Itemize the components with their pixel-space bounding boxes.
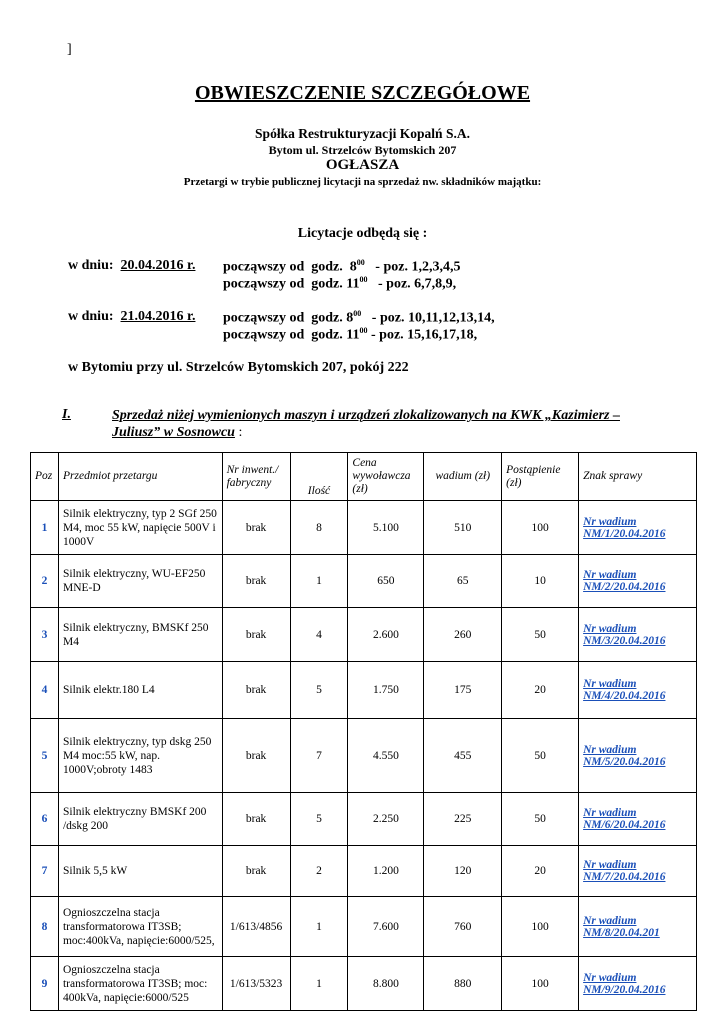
row-qty: 8: [290, 501, 348, 555]
deposit-ref-code[interactable]: NM/4/20.04.2016: [583, 690, 666, 702]
deposit-ref-code[interactable]: NM/6/20.04.2016: [583, 819, 666, 831]
deposit-ref-label[interactable]: Nr wadium: [583, 971, 637, 984]
deposit-ref-label[interactable]: Nr wadium: [583, 622, 637, 635]
row-item: Silnik 5,5 kW: [58, 846, 222, 897]
row-pos: 9: [31, 957, 59, 1011]
row-ref[interactable]: [579, 957, 697, 1011]
row-step: 50: [502, 719, 579, 793]
row-item: Silnik elektryczny, BMSKf 250 M4: [58, 608, 222, 662]
header-ref: Znak sprawy: [579, 453, 697, 501]
row-inv: 1/613/5323: [222, 957, 290, 1011]
section-text: Sprzedaż niżej wymienionych maszyn i urządzeń zlokalizowanych na KWK „Kazimierz – Juliusz” w Sosnowcu: [112, 408, 620, 440]
row-pos: 6: [31, 793, 59, 846]
row-pos: 7: [31, 846, 59, 897]
row-qty: 1: [290, 555, 348, 608]
row-item: Silnik elektryczny, WU-EF250 MNE-D: [58, 555, 222, 608]
row-ref[interactable]: [579, 719, 697, 793]
items-table: [30, 452, 697, 1011]
row-qty: 7: [290, 719, 348, 793]
row-item: Silnik elektryczny, typ dskg 250 M4 moc:55 kW, nap. 1000V;obroty 1483: [58, 719, 222, 793]
header-step: Postąpienie (zł): [502, 453, 579, 501]
header-deposit: wadium (zł): [424, 453, 502, 501]
deposit-ref-code[interactable]: NM/2/20.04.2016: [583, 581, 666, 593]
row-step: 50: [502, 608, 579, 662]
row-ref[interactable]: [579, 793, 697, 846]
row-ref[interactable]: [579, 608, 697, 662]
deposit-ref-label[interactable]: Nr wadium: [583, 678, 637, 690]
row-ref[interactable]: [579, 662, 697, 719]
subtitle: Przetargi w trybie publicznej licytacji na sprzedaż nw. składników majątku:: [183, 176, 542, 188]
announces-heading: OGŁASZA: [325, 157, 400, 173]
table-row: [31, 897, 697, 957]
row-inv: brak: [222, 719, 290, 793]
row-item: Silnik elektryczny BMSKf 200 /dskg 200: [58, 793, 222, 846]
row-price: 4.550: [348, 719, 424, 793]
header-qty: Ilość: [290, 453, 348, 501]
row-pos: 8: [31, 897, 59, 957]
day1-time2: począwszy od godz. $11^{00}$ - poz. 6,7,8,9,: [223, 275, 457, 292]
row-deposit: 455: [424, 719, 502, 793]
row-qty: 5: [290, 662, 348, 719]
section-suffix: :: [234, 425, 243, 440]
row-item: Silnik elektr.180 L4: [58, 662, 222, 719]
day1-line1: w dniu: 20.04.2016 r.: [68, 258, 196, 273]
header-inv: Nr inwent./ fabryczny: [222, 453, 290, 501]
row-item: Ognioszczelna stacja transformatorowa IT3SB; moc:400kVa, napięcie:6000/525,: [58, 897, 222, 957]
table-row: [31, 501, 697, 555]
row-price: 650: [348, 555, 424, 608]
row-inv: brak: [222, 846, 290, 897]
deposit-ref-code[interactable]: NM/9/20.04.2016: [583, 983, 666, 996]
row-deposit: 760: [424, 897, 502, 957]
row-price: 1.750: [348, 662, 424, 719]
table-row: [31, 555, 697, 608]
row-ref[interactable]: [579, 555, 697, 608]
table-row: [31, 793, 697, 846]
row-inv: brak: [222, 501, 290, 555]
bracket-mark: ]: [67, 42, 72, 57]
deposit-ref-code[interactable]: NM/8/20.04.201: [583, 926, 660, 939]
row-qty: 4: [290, 608, 348, 662]
deposit-ref-label[interactable]: Nr wadium: [583, 515, 637, 528]
location: w Bytomiu przy ul. Strzelców Bytomskich 207, pokój 222: [68, 360, 409, 375]
deposit-ref-code[interactable]: NM/1/20.04.2016: [583, 527, 666, 540]
row-deposit: 260: [424, 608, 502, 662]
deposit-ref-label[interactable]: Nr wadium: [583, 914, 637, 927]
day2-date: 21.04.2016 r.: [120, 309, 196, 324]
deposit-ref-code[interactable]: NM/7/20.04.2016: [583, 871, 666, 883]
deposit-ref-label[interactable]: Nr wadium: [583, 859, 637, 871]
row-step: 10: [502, 555, 579, 608]
row-deposit: 175: [424, 662, 502, 719]
row-qty: 2: [290, 846, 348, 897]
row-qty: 1: [290, 897, 348, 957]
deposit-ref-label[interactable]: Nr wadium: [583, 743, 637, 756]
header-item: Przedmiot przetargu: [58, 453, 222, 501]
table-row: [31, 957, 697, 1011]
row-pos: 5: [31, 719, 59, 793]
row-inv: brak: [222, 608, 290, 662]
day2-time2: począwszy od godz. $11^{00}$ - poz. 15,16,17,18,: [223, 326, 478, 343]
day1-time1: począwszy od godz. $8^{00}$ - poz. 1,2,3,4,5: [223, 258, 461, 275]
row-inv: 1/613/4856: [222, 897, 290, 957]
deposit-ref-code[interactable]: NM/3/20.04.2016: [583, 634, 666, 647]
row-deposit: 120: [424, 846, 502, 897]
row-price: 2.250: [348, 793, 424, 846]
row-step: 100: [502, 501, 579, 555]
header-pos: Poz: [31, 453, 59, 501]
day2-time1: począwszy od godz. $8^{00}$ - poz. 10,11,12,13,14,: [223, 309, 495, 326]
row-step: 20: [502, 846, 579, 897]
row-price: 5.100: [348, 501, 424, 555]
row-step: 50: [502, 793, 579, 846]
row-pos: 1: [31, 501, 59, 555]
row-step: 20: [502, 662, 579, 719]
row-item: Silnik elektryczny, typ 2 SGf 250 M4, moc 55 kW, napięcie 500V i 1000V: [58, 501, 222, 555]
row-item: Ognioszczelna stacja transformatorowa IT3SB; moc: 400kVa, napięcie:6000/525: [58, 957, 222, 1011]
row-ref[interactable]: [579, 501, 697, 555]
row-price: 7.600: [348, 897, 424, 957]
row-deposit: 65: [424, 555, 502, 608]
row-pos: 4: [31, 662, 59, 719]
auctions-heading: Licytacje odbędą się :: [297, 226, 428, 241]
row-ref[interactable]: [579, 846, 697, 897]
row-deposit: 880: [424, 957, 502, 1011]
table-row: [31, 846, 697, 897]
row-price: 2.600: [348, 608, 424, 662]
table-row: [31, 662, 697, 719]
row-qty: 5: [290, 793, 348, 846]
section-number: I.: [62, 407, 71, 422]
row-inv: brak: [222, 555, 290, 608]
row-pos: 2: [31, 555, 59, 608]
row-ref[interactable]: [579, 897, 697, 957]
deposit-ref-label[interactable]: Nr wadium: [583, 569, 637, 581]
deposit-ref-code[interactable]: NM/5/20.04.2016: [583, 755, 666, 768]
table-row: [31, 608, 697, 662]
row-price: 8.800: [348, 957, 424, 1011]
company-address: Bytom ul. Strzelców Bytomskich 207: [268, 143, 457, 157]
document-title: OBWIESZCZENIE SZCZEGÓŁOWE: [194, 82, 531, 104]
row-pos: 3: [31, 608, 59, 662]
row-step: 100: [502, 897, 579, 957]
row-deposit: 225: [424, 793, 502, 846]
day1-date: 20.04.2016 r.: [120, 258, 196, 273]
header-price: Cena wywoławcza (zł): [348, 453, 424, 501]
row-price: 1.200: [348, 846, 424, 897]
deposit-ref-label[interactable]: Nr wadium: [583, 807, 637, 819]
company-name: Spółka Restrukturyzacji Kopalń S.A.: [255, 126, 470, 141]
row-step: 100: [502, 957, 579, 1011]
row-deposit: 510: [424, 501, 502, 555]
row-qty: 1: [290, 957, 348, 1011]
row-inv: brak: [222, 793, 290, 846]
table-row: [31, 719, 697, 793]
row-inv: brak: [222, 662, 290, 719]
day2-line1: w dniu: 21.04.2016 r.: [68, 309, 196, 324]
